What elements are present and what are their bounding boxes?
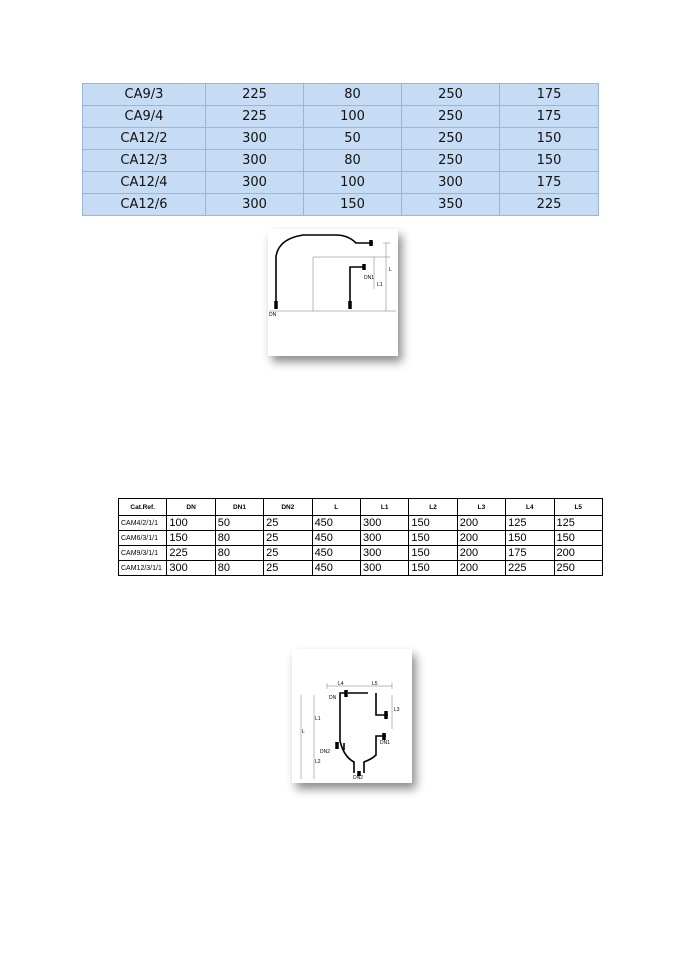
label-l: L xyxy=(302,729,305,735)
column-header: DN xyxy=(167,499,215,516)
label-dn2-bottom: DN2 xyxy=(353,775,364,781)
column-header: L2 xyxy=(409,499,457,516)
outer-wall xyxy=(276,235,373,307)
table-cell: 350 xyxy=(402,194,500,216)
table-cell: 300 xyxy=(402,172,500,194)
table-cell: 150 xyxy=(409,561,457,576)
label-l: L xyxy=(389,267,392,273)
label-dn: DN xyxy=(329,695,337,701)
table-cell: 250 xyxy=(402,128,500,150)
table-row xyxy=(119,561,603,576)
table-cell: 25 xyxy=(264,546,312,561)
table-cell: 150 xyxy=(409,531,457,546)
table-cell: 50 xyxy=(215,516,263,531)
tee-fitting-diagram xyxy=(292,649,412,783)
table-cell: 175 xyxy=(500,84,599,106)
outlet-left xyxy=(340,741,354,773)
table-cell: 150 xyxy=(409,516,457,531)
table-cell: 200 xyxy=(457,561,505,576)
table-row xyxy=(83,194,599,216)
label-dn1: DN1 xyxy=(380,740,391,746)
dimensions-table-ca xyxy=(82,83,599,216)
table-row xyxy=(83,106,599,128)
table-cell: 450 xyxy=(312,516,360,531)
table-cell: 200 xyxy=(457,516,505,531)
column-header: Cat.Ref. xyxy=(119,499,167,516)
table-cell: 250 xyxy=(402,150,500,172)
table-cell: 50 xyxy=(304,128,402,150)
label-dn: DN xyxy=(269,312,277,318)
table-cell: 175 xyxy=(506,546,554,561)
table-cell: 125 xyxy=(554,516,602,531)
label-l5: L5 xyxy=(372,681,378,687)
table-cell: 200 xyxy=(554,546,602,561)
elbow-fitting-diagram xyxy=(268,229,398,356)
column-header: L1 xyxy=(360,499,408,516)
table-cell: 25 xyxy=(264,561,312,576)
table-cell: 80 xyxy=(304,84,402,106)
table-cell: 150 xyxy=(304,194,402,216)
table-cell: 300 xyxy=(206,172,304,194)
table-cell: 225 xyxy=(500,194,599,216)
table-cell: 25 xyxy=(264,516,312,531)
table-cell: 150 xyxy=(409,546,457,561)
table-cell: 225 xyxy=(206,106,304,128)
table-cell: 450 xyxy=(312,546,360,561)
column-header: DN2 xyxy=(264,499,312,516)
table-cell: 150 xyxy=(500,128,599,150)
table-cell: 150 xyxy=(506,531,554,546)
table-cell: 450 xyxy=(312,531,360,546)
table-cell: CA9/3 xyxy=(83,84,206,106)
table-cell: 80 xyxy=(304,150,402,172)
table-cell: 225 xyxy=(167,546,215,561)
table-cell: 80 xyxy=(215,546,263,561)
label-dn1: DN1 xyxy=(364,275,375,281)
table-cell: 150 xyxy=(167,531,215,546)
table-row xyxy=(119,546,603,561)
table-cell: 125 xyxy=(506,516,554,531)
table-row xyxy=(83,150,599,172)
table-cell: CA12/2 xyxy=(83,128,206,150)
tee-fitting-drawing xyxy=(292,649,412,783)
table-cell: 100 xyxy=(304,172,402,194)
table-cell: CA9/4 xyxy=(83,106,206,128)
table-cell: 225 xyxy=(206,84,304,106)
table-cell: 300 xyxy=(206,128,304,150)
table-cell: 150 xyxy=(500,150,599,172)
table-cell: 100 xyxy=(167,516,215,531)
table-cell: CA12/6 xyxy=(83,194,206,216)
table-cell: 250 xyxy=(554,561,602,576)
label-l2: L2 xyxy=(315,759,321,765)
table-row xyxy=(83,84,599,106)
table-cell: 175 xyxy=(500,106,599,128)
column-header: L xyxy=(312,499,360,516)
column-header: L5 xyxy=(554,499,602,516)
table-cell: 200 xyxy=(457,546,505,561)
column-header: L4 xyxy=(506,499,554,516)
table-row xyxy=(83,172,599,194)
table-cell: CAM12/3/1/1 xyxy=(119,561,167,576)
table-header-row xyxy=(119,499,603,516)
table-cell: 300 xyxy=(206,194,304,216)
table-cell: CA12/4 xyxy=(83,172,206,194)
column-header: L3 xyxy=(457,499,505,516)
column-header: DN1 xyxy=(215,499,263,516)
dimensions-table-cam xyxy=(118,498,603,576)
label-dn2-side: DN2 xyxy=(320,749,331,755)
table-cell: 300 xyxy=(206,150,304,172)
table-cell: 175 xyxy=(500,172,599,194)
table-cell: 80 xyxy=(215,531,263,546)
table-cell: 80 xyxy=(215,561,263,576)
label-l3: L3 xyxy=(394,707,400,713)
label-l1: L1 xyxy=(315,716,321,722)
label-l4: L4 xyxy=(338,681,344,687)
elbow-fitting-drawing xyxy=(268,229,398,356)
table-cell: 300 xyxy=(167,561,215,576)
table-row xyxy=(119,531,603,546)
table-cell: 150 xyxy=(554,531,602,546)
branch-wall xyxy=(350,267,365,307)
table-cell: 300 xyxy=(360,516,408,531)
table-cell: 250 xyxy=(402,106,500,128)
table-row xyxy=(119,516,603,531)
table-cell: CAM4/2/1/1 xyxy=(119,516,167,531)
table-cell: CAM9/3/1/1 xyxy=(119,546,167,561)
table-cell: CAM6/3/1/1 xyxy=(119,531,167,546)
label-l1: L1 xyxy=(377,282,383,288)
table-cell: 200 xyxy=(457,531,505,546)
table-cell: 25 xyxy=(264,531,312,546)
table-cell: 450 xyxy=(312,561,360,576)
table-cell: 250 xyxy=(402,84,500,106)
table-cell: 300 xyxy=(360,561,408,576)
table-cell: 300 xyxy=(360,531,408,546)
table-cell: 225 xyxy=(506,561,554,576)
main-body-left xyxy=(340,693,345,741)
table-cell: 300 xyxy=(360,546,408,561)
table-cell: 100 xyxy=(304,106,402,128)
table-cell: CA12/3 xyxy=(83,150,206,172)
table-row xyxy=(83,128,599,150)
